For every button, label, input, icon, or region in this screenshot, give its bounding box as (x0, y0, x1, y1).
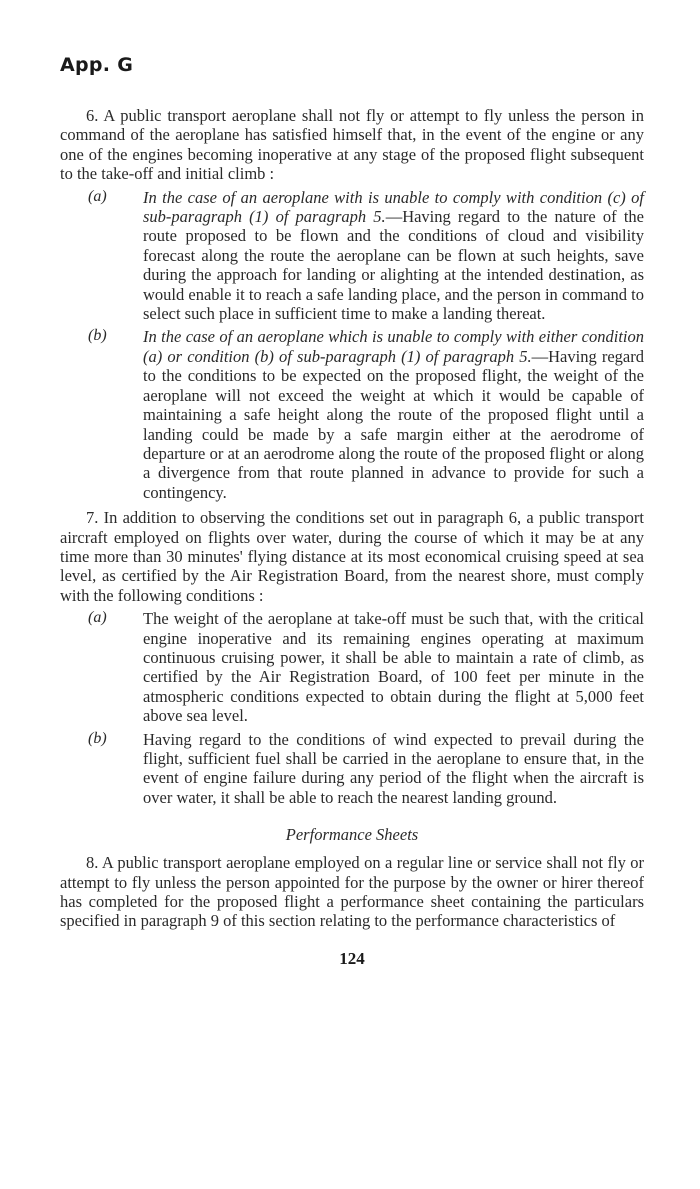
item-text: Having regard to the conditions of wind expected to prevail during the flight, sufficient fuel shall be carried in the aeroplane to ensure that, in the event of engine failure during any period of the flight when the aircraft is over water, it shall be able to reach the nearest landing ground. (143, 729, 644, 807)
page-number: 124 (339, 948, 365, 968)
item-lead: In the case of an aeroplane which is unable to comply with either condition (a) or condition (b) of sub-paragraph (1) of paragraph 5. (143, 327, 644, 366)
appendix-header: App. G (60, 54, 134, 76)
item-label: (b) (88, 729, 107, 747)
item-body: —Having regard to the conditions to be expected on the proposed flight, the weight of the aeroplane will not exceed the weight at which it would be capable of maintaining a safe height along the route of the proposed flight until a landing could be made by a safe margin either at the aerodrome of departure or at an aerodrome along the route of the proposed flight or along a divergence from that route planned in advance to provide for such a contingency. (143, 346, 644, 502)
item-text (143, 188, 644, 324)
item-lead: In the case of an aeroplane with is unable to comply with condition (c) of sub-paragraph (1) of paragraph 5. (143, 187, 644, 227)
item-label: (b) (88, 327, 107, 345)
paragraph-7-item-a (60, 609, 644, 725)
paragraph-8: 8. A public transport aeroplane employed on a regular line or service shall not fly or attempt to fly unless the person appointed for the purpose by the owner or hirer thereof has completed for the proposed flight a performance sheet containing the particulars specified in paragraph 9 of this section relating to the performance characteristics of (60, 853, 644, 931)
paragraph-6: 6. A public transport aeroplane shall not fly or attempt to fly unless the person in command of the aeroplane has satisfied himself that, in the event of the engine or any one of the engines becoming inoperative at any stage of the proposed flight subsequent to the take-off and initial climb : (60, 106, 644, 184)
item-text (143, 327, 644, 502)
document-page (60, 54, 644, 969)
paragraph-6-item-a (60, 188, 644, 324)
paragraph-6-item-b (60, 327, 644, 502)
item-label: (a) (88, 609, 107, 627)
item-text: The weight of the aeroplane at take-off must be such that, with the critical engine inoperative and its remaining engines operating at maximum continuous cruising power, it shall be able to maintain a rate of climb, as certified by the Air Registration Board, of 100 feet per minute in the atmospheric conditions expected to obtain during the flight at 5,000 feet above sea level. (143, 609, 644, 726)
item-label: (a) (88, 187, 107, 205)
paragraph-7: 7. In addition to observing the conditions set out in paragraph 6, a public transport aircraft employed on flights over water, during the course of which it may be at any time more than 30 minutes' flying distance at its most economical cruising speed at sea level, as certified by the Air Registration Board, from the nearest shore, must comply with the following conditions : (60, 508, 644, 605)
paragraph-7-item-b (60, 730, 644, 808)
item-body: —Having regard to the nature of the route proposed to be flown and the conditions of cloud and visibility forecast along the route the aeroplane can be flown at such heights, save during the approach for landing or alighting at the intended destination, as would enable it to reach a safe landing place, and the person in command to select such place in sufficient time to make a landing thereat. (143, 207, 644, 324)
section-heading: Performance Sheets (285, 825, 419, 845)
